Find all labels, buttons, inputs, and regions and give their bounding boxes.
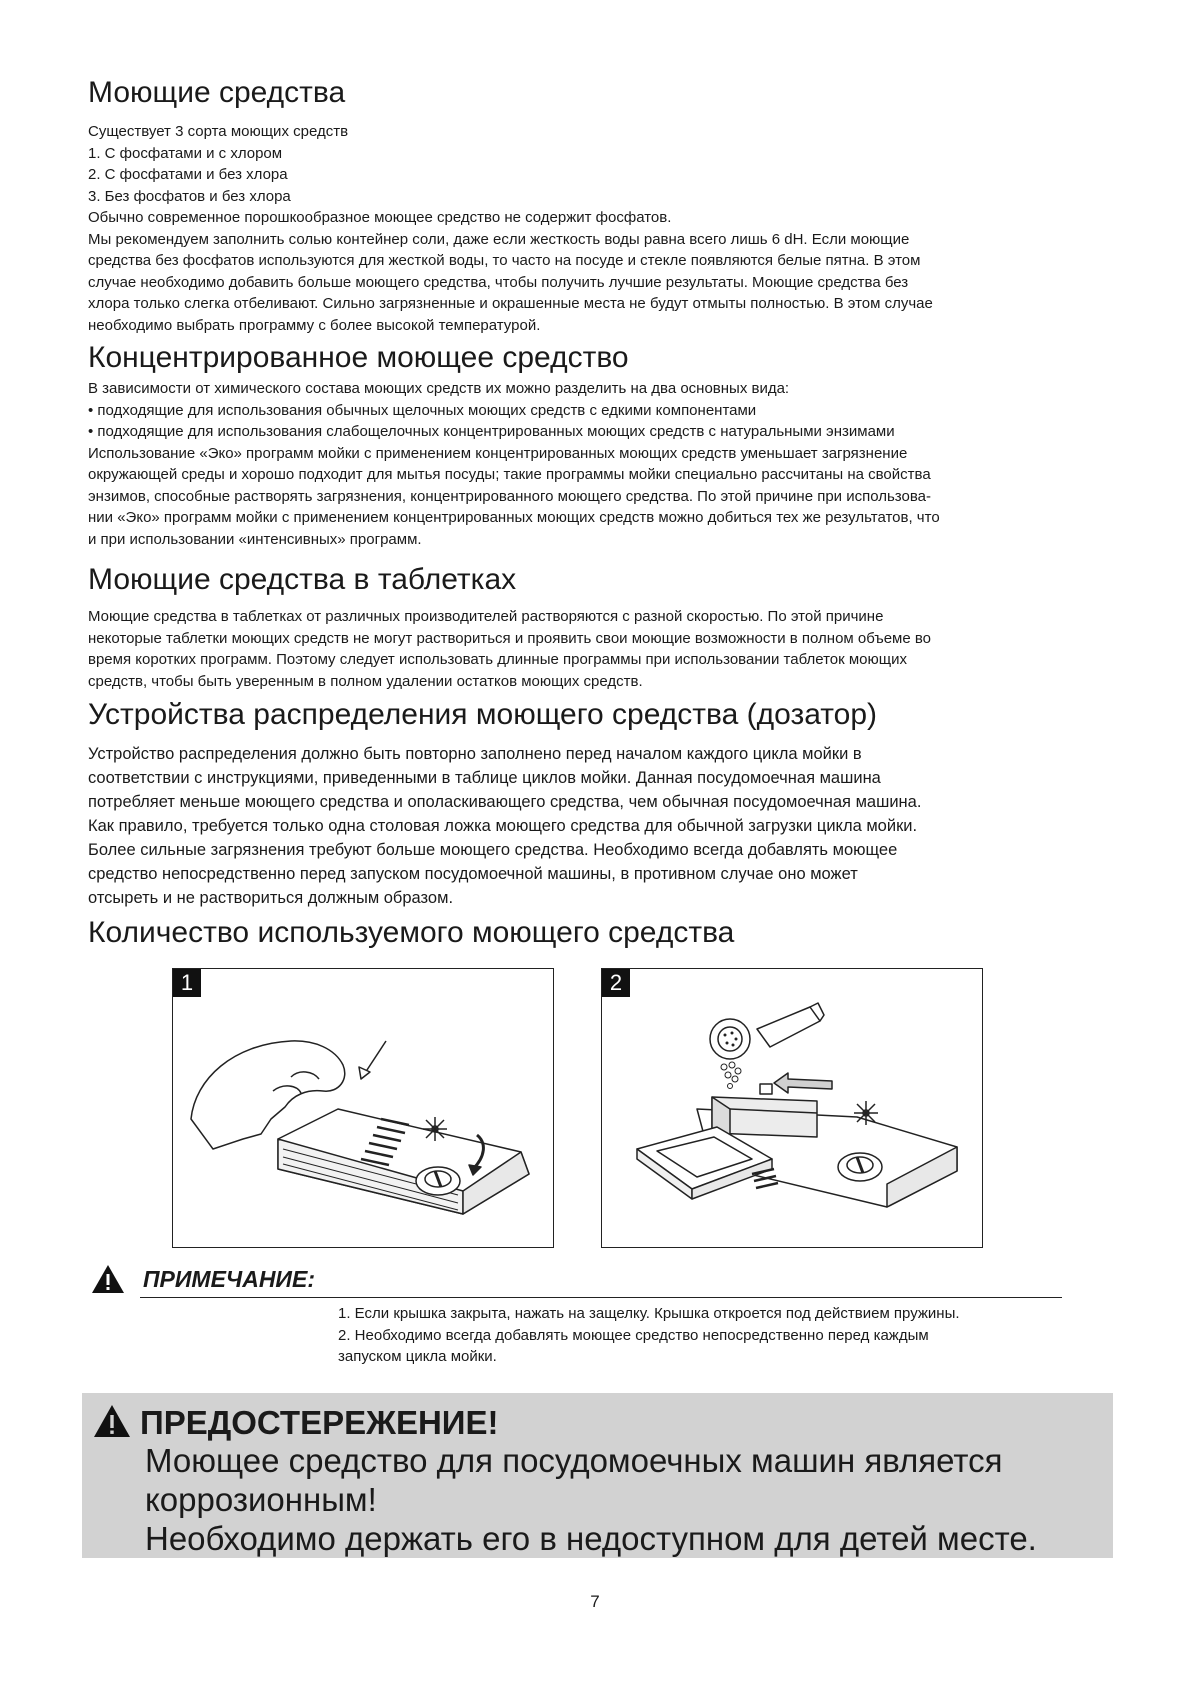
text-line: Существует 3 сорта моющих средств — [88, 123, 349, 140]
text-line: В зависимости от химического состава моющих средств их можно разделить на два основных вида: — [88, 380, 790, 397]
figure-2-dispenser-filling — [601, 968, 983, 1248]
text-line: время коротких программ. Поэтому следует использовать длинные программы при использовании таблеток моющих — [88, 651, 907, 668]
note-title: ПРИМЕЧАНИЕ: — [143, 1266, 315, 1292]
text-line: • подходящие для использования слабощелочных концентрированных моющих средств с натуральными энзимами — [88, 423, 895, 440]
warning-triangle-icon — [92, 1403, 132, 1439]
text-line: некоторые таблетки моющих средств не могут раствориться и проявить свои моющие возможности в полном объеме во — [88, 629, 932, 647]
warning-title: ПРЕДОСТЕРЕЖЕНИЕ! — [140, 1404, 499, 1441]
note-list — [338, 1303, 960, 1368]
text-line: и при использовании «интенсивных» программ. — [88, 530, 422, 548]
section-title-dispenser: Устройства распределения моющего средства (дозатор) — [88, 698, 877, 731]
note-item: 2. Необходимо всегда добавлять моющее средство непосредственно перед каждым — [338, 1326, 929, 1344]
text-line: средств, чтобы быть уверенным в полном удалении остатков моющих средств. — [88, 672, 643, 690]
note-divider — [140, 1297, 1062, 1298]
text-line: средство непосредственно перед запуском посудомоечной машины, в противном случае оно может — [88, 865, 858, 883]
tablets-text — [88, 606, 931, 692]
note-item: 1. Если крышка закрыта, нажать на защелку. Крышка откроется под действием пружины. — [338, 1305, 960, 1322]
section-title-detergents: Моющие средства — [88, 76, 346, 109]
detergents-text — [88, 121, 933, 336]
warning-box — [82, 1393, 1113, 1558]
text-line: потребляет меньше моющего средства и ополаскивающего средства, чем обычная посудомоечная машина. — [88, 793, 922, 811]
text-line: хлора только слегка отбеливают. Сильно загрязненные и окрашенные места не будут отмыты полностью. В этом случае — [88, 295, 933, 312]
text-line: окружающей среды и хорошо подходит для мытья посуды; такие программы мойки специально рассчитаны на свойства — [88, 466, 931, 483]
page-number: 7 — [590, 1592, 600, 1611]
text-line: отсыреть и не раствориться должным образом. — [88, 889, 454, 907]
text-line: Более сильные загрязнения требуют больше моющего средства. Необходимо всегда добавлять моющее — [88, 841, 898, 859]
text-line: случае необходимо добавить больше моющего средства, чтобы получить лучшие результаты. Моющие средства без — [88, 273, 909, 291]
text-line: средства без фосфатов используются для жесткой воды, то часто на посуде и стекле появляются белые пятна. В этом — [88, 252, 921, 269]
text-line: Использование «Эко» программ мойки с применением концентрированных моющих средств уменьшает загрязнение — [88, 444, 908, 462]
text-line: Мы рекомендуем заполнить солью контейнер соли, даже если жесткость воды равна всего лишь 6 dH. Если моющие — [88, 230, 910, 248]
text-line: Как правило, требуется только одна столовая ложка моющего средства для обычной загрузки цикла мойки. — [88, 817, 918, 835]
text-line: 1. С фосфатами и с хлором — [88, 144, 283, 162]
section-title-concentrated: Концентрированное моющее средство — [88, 341, 629, 374]
warning-line: коррозионным! — [145, 1481, 377, 1518]
section-title-tablets: Моющие средства в таблетках — [88, 563, 517, 596]
warning-triangle-icon — [90, 1263, 126, 1295]
text-line: энзимов, способные растворять загрязнения, концентрированного моющего средства. По этой причине при использова- — [88, 487, 931, 505]
figure-1-dispenser-closing — [172, 968, 554, 1248]
text-line: • подходящие для использования обычных щелочных моющих средств с едкими компонентами — [88, 401, 757, 419]
text-line: Устройство распределения должно быть повторно заполнено перед началом каждого цикла мойки в — [88, 745, 862, 763]
text-line: соответствии с инструкциями, приведенными в таблице циклов мойки. Данная посудомоечная машина — [88, 769, 881, 787]
section-title-quantity: Количество используемого моющего средства — [88, 916, 735, 949]
text-line: Обычно современное порошкообразное моющее средство не содержит фосфатов. — [88, 209, 672, 226]
note-item: запуском цикла мойки. — [338, 1348, 497, 1365]
text-line: необходимо выбрать программу с более высокой температурой. — [88, 316, 541, 334]
text-line: Моющие средства в таблетках от различных производителей растворяются с разной скоростью. По этой причине — [88, 608, 884, 625]
figure-2-number: 2 — [602, 969, 630, 997]
dispenser-filling-illustration — [602, 969, 984, 1249]
warning-line: Моющее средство для посудомоечных машин является — [145, 1442, 1003, 1479]
text-line: 3. Без фосфатов и без хлора — [88, 187, 291, 205]
concentrated-text — [88, 378, 940, 550]
text-line: нии «Эко» программ мойки с применением концентрированных моющих средств можно добиться тех же результатов, что — [88, 509, 940, 526]
text-line: 2. С фосфатами и без хлора — [88, 166, 288, 183]
warning-line: Необходимо держать его в недоступном для детей месте. — [145, 1520, 1037, 1557]
dispenser-hand-illustration — [173, 969, 555, 1249]
warning-text — [145, 1441, 1037, 1558]
dispenser-text — [88, 742, 921, 910]
figure-1-number: 1 — [173, 969, 201, 997]
